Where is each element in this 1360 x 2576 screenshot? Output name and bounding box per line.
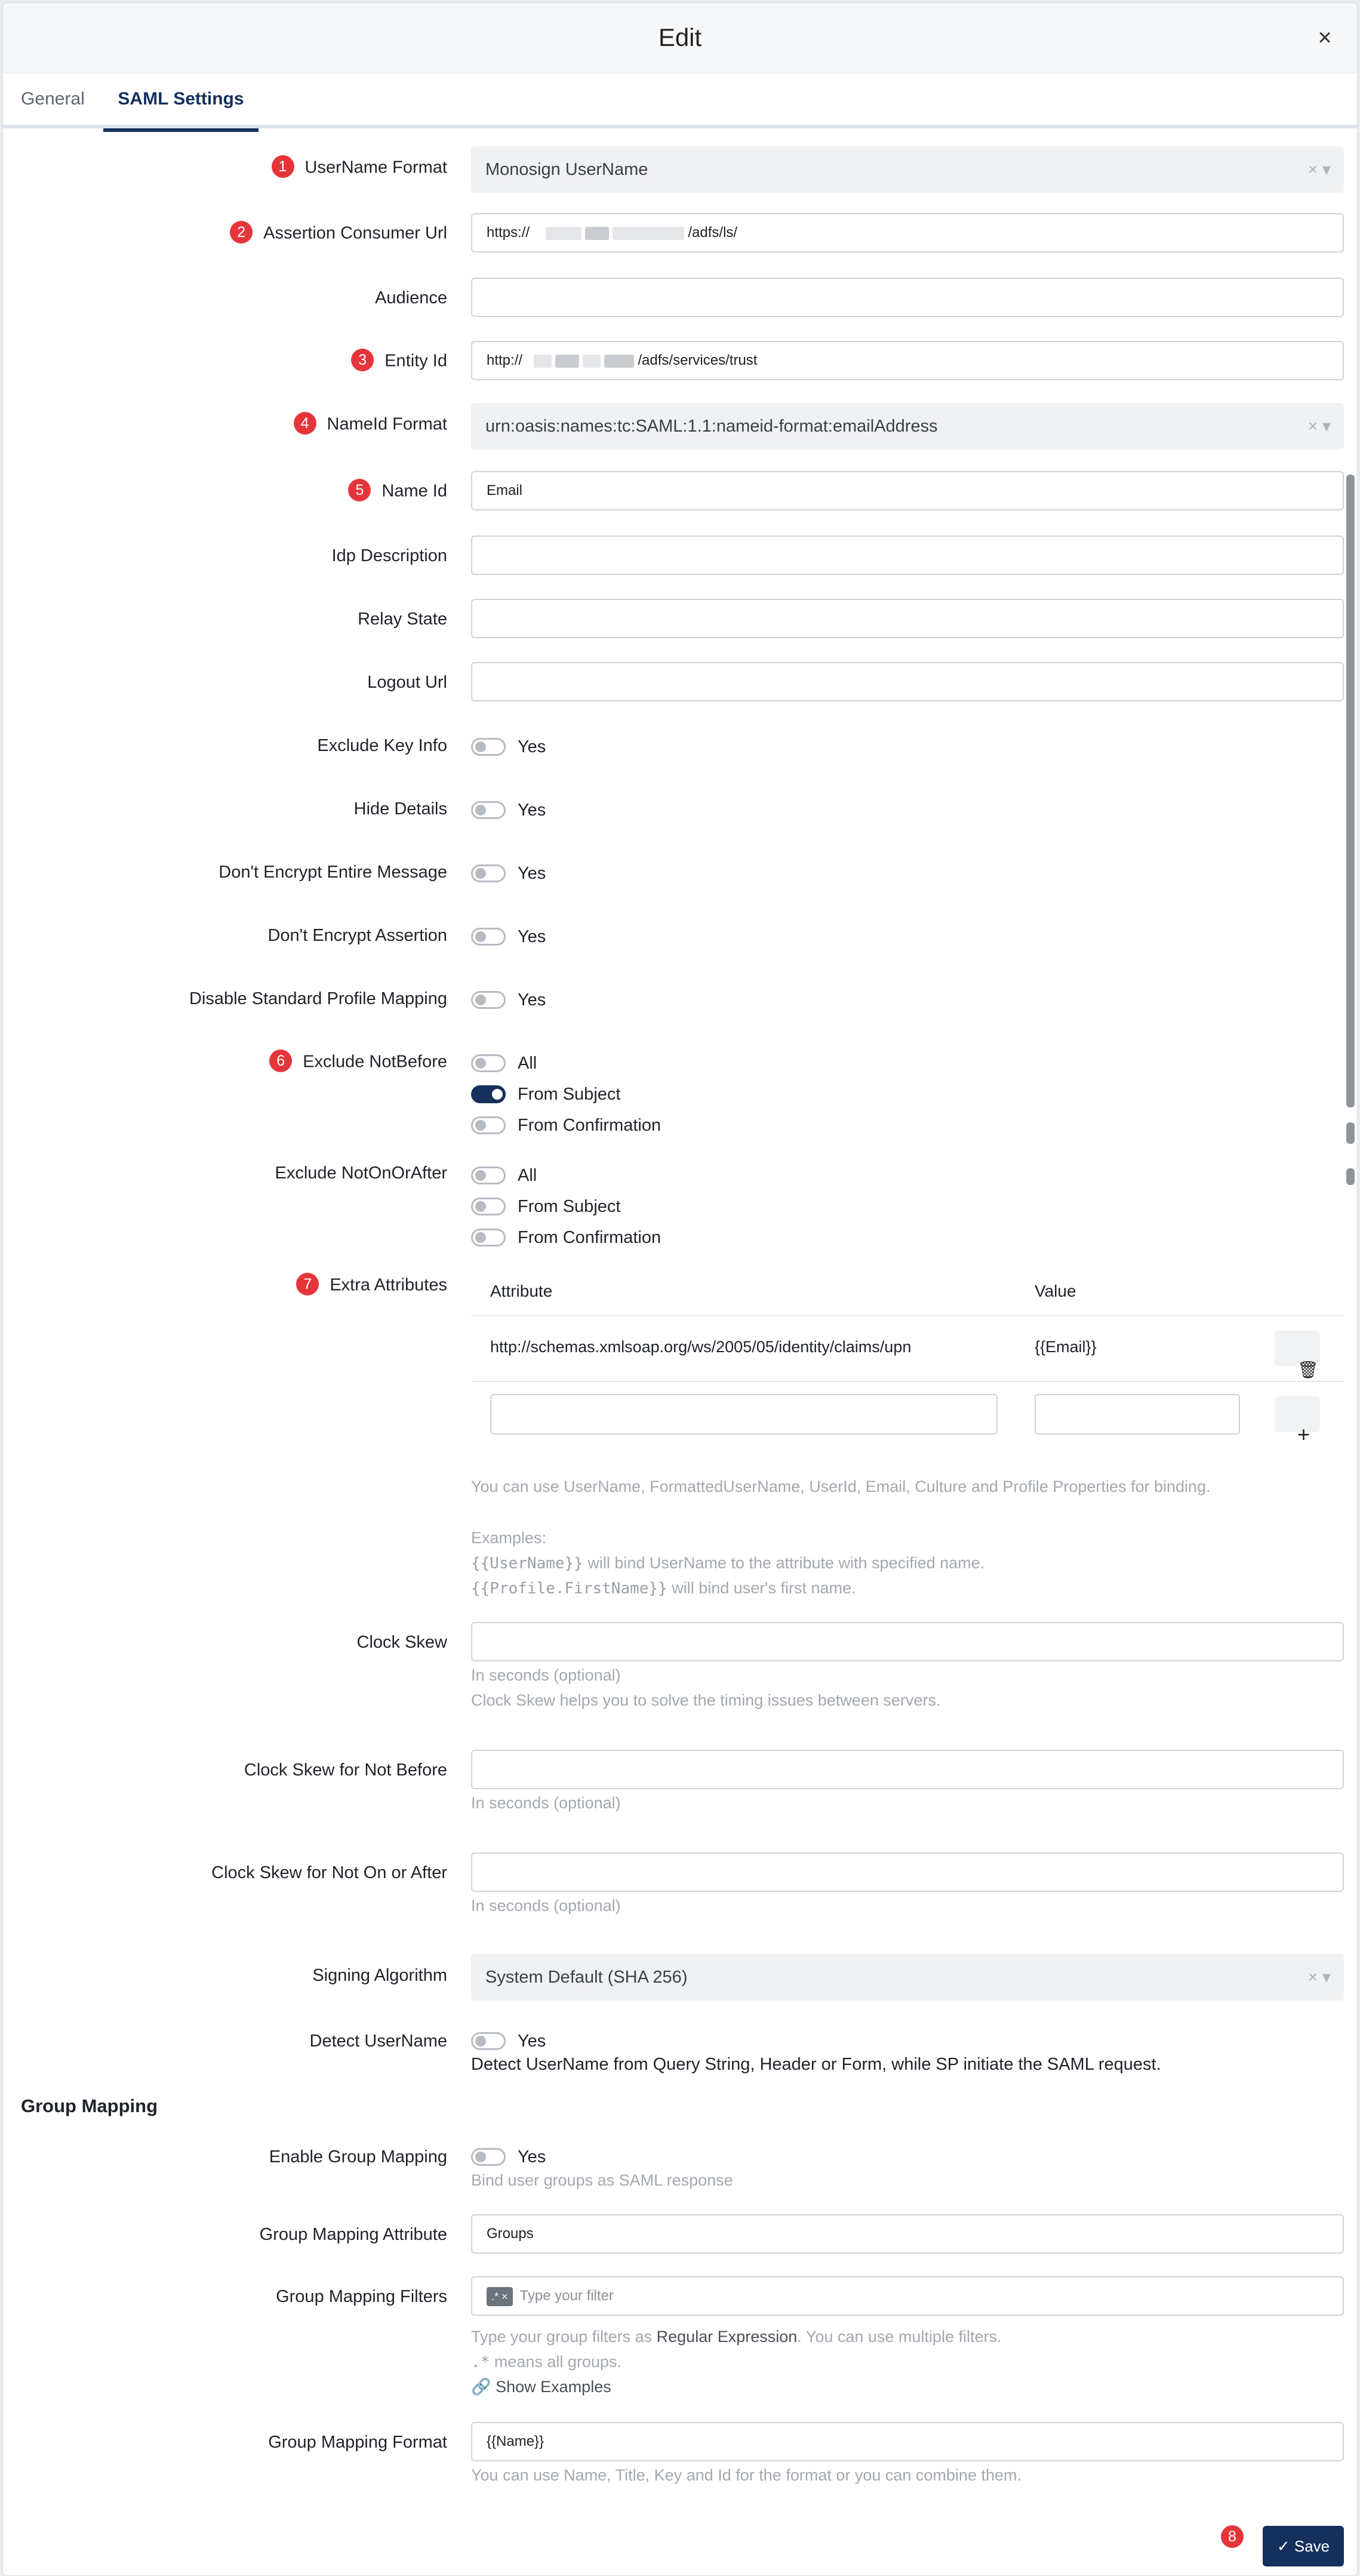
filter-placeholder: Type your filter [519,2288,614,2304]
group-mapping-format-help: You can use Name, Title, Key and Id for the format or you can combine them. [471,2466,1021,2484]
scrollbar-thumb[interactable] [1346,475,1355,1107]
clock-skew-help: In seconds (optional) [471,1666,621,1684]
extra-attributes-help: You can use UserName, FormattedUserName, UserId, Email, Culture and Profile Properties for binding. [471,1478,1211,1495]
label-name-id: 5 Name Id [348,481,447,503]
row-username-format [3,146,1346,193]
audience-input[interactable] [471,278,1344,317]
step-badge: 4 [294,412,316,435]
modal-title: Edit [658,23,702,51]
clock-skew-notonorafter-help: In seconds (optional) [471,1897,621,1915]
clock-skew-notbefore-help: In seconds (optional) [471,1794,621,1812]
label-clock-skew: Clock Skew [356,1633,447,1652]
step-badge: 7 [296,1273,319,1295]
group-mapping-format-input[interactable]: {{Name}} [471,2422,1344,2461]
tab-bar [3,73,1357,128]
edit-modal [2,2,1358,2576]
regex-link[interactable]: Regular Expression [656,2328,798,2346]
extra-attributes-table [471,1269,1344,1448]
clock-skew-notbefore-input[interactable] [471,1750,1344,1789]
scrollbar[interactable] [1344,128,1357,2516]
label-signing-algorithm: Signing Algorithm [312,1966,447,1985]
label-group-mapping-attribute: Group Mapping Attribute [259,2225,447,2244]
filter-chip[interactable]: .* × [487,2287,513,2306]
nameid-format-select[interactable]: urn:oasis:names:tc:SAML:1.1:nameid-format:emailAddress × ▾ [471,403,1344,450]
label-exclude-key-info: Exclude Key Info [317,736,447,755]
table-row [471,1316,1344,1382]
label-group-mapping-format: Group Mapping Format [268,2433,447,2452]
tab-general[interactable]: General [21,89,85,109]
modal-header [3,3,1357,73]
option-from-subject[interactable]: From Subject [471,1191,1344,1222]
hide-details-toggle[interactable]: Yes [471,795,1344,826]
example-line-2: {{Profile.FirstName}} will bind user's first name. [471,1579,856,1598]
toggle-switch[interactable] [471,991,506,1009]
option-from-subject[interactable]: From Subject [471,1079,1344,1110]
label-idp-description: Idp Description [331,546,447,565]
step-badge: 6 [269,1050,292,1072]
save-button[interactable]: ✓ Save [1263,2526,1344,2566]
label-enable-group-mapping: Enable Group Mapping [269,2147,447,2166]
row-signing-algorithm [3,1954,1346,2001]
acs-url-input[interactable]: https:// /adfs/ls/ [471,213,1344,253]
show-examples-link[interactable]: 🔗 Show Examples [471,2378,611,2396]
option-from-confirmation[interactable]: From Confirmation [471,1222,1344,1253]
label-nameid-format: 4 NameId Format [294,414,447,436]
scrollbar-marker [1346,1122,1355,1144]
label-clock-skew-notbefore: Clock Skew for Not Before [244,1761,447,1780]
dont-encrypt-assertion-toggle[interactable]: Yes [471,921,1344,952]
username-format-select[interactable]: Monosign UserName × ▾ [471,146,1344,193]
toggle-switch[interactable] [471,1167,506,1184]
signing-algorithm-select[interactable]: System Default (SHA 256) × ▾ [471,1954,1344,2001]
label-exclude-notonorafter: Exclude NotOnOrAfter [275,1164,447,1183]
toggle-switch[interactable] [471,864,506,882]
clock-skew-help-2: Clock Skew helps you to solve the timing issues between servers. [471,1691,941,1709]
column-header-value: Value [1035,1282,1076,1300]
toggle-switch[interactable] [471,738,506,756]
label-dont-encrypt-assertion: Don't Encrypt Assertion [267,926,447,945]
label-exclude-notbefore: 6 Exclude NotBefore [269,1051,447,1074]
label-logout-url: Logout Url [367,673,447,692]
column-header-attribute: Attribute [490,1282,553,1300]
link-icon: 🔗 [471,2378,496,2396]
toggle-switch[interactable] [471,1229,506,1247]
group-mapping-filters-help-2: .* means all groups. [471,2353,621,2371]
close-button[interactable]: × [1318,24,1332,51]
relay-state-input[interactable] [471,599,1344,638]
toggle-switch[interactable] [471,2032,506,2050]
label-extra-attributes: 7 Extra Attributes [296,1275,447,1297]
label-audience: Audience [375,288,447,307]
row-nameid-format [3,403,1346,450]
clear-dropdown-icon[interactable]: × ▾ [1307,160,1331,178]
exclude-notbefore-options [471,1048,1344,1141]
toggle-switch[interactable] [471,928,506,946]
clock-skew-notonorafter-input[interactable] [471,1852,1344,1892]
disable-profile-mapping-toggle[interactable]: Yes [471,984,1344,1015]
label-group-mapping-filters: Group Mapping Filters [276,2287,447,2306]
step-badge: 5 [348,479,371,501]
label-acs-url: 2 Assertion Consumer Url [230,223,447,245]
trash-icon: 🗑 [1297,1361,1319,1379]
step-badge: 2 [230,221,253,244]
examples-title: Examples: [471,1529,547,1547]
label-dont-encrypt-message: Don't Encrypt Entire Message [219,863,447,882]
toggle-switch[interactable] [471,1054,506,1072]
label-hide-details: Hide Details [353,799,447,818]
clear-dropdown-icon[interactable]: × ▾ [1307,1968,1331,1986]
new-attribute-row [471,1382,1344,1448]
step-badge: 1 [272,155,294,178]
delete-attribute-button[interactable] [1275,1331,1320,1379]
plus-icon: + [1297,1422,1310,1447]
option-all[interactable]: All [471,1160,1344,1191]
attribute-cell: http://schemas.xmlsoap.org/ws/2005/05/identity/claims/upn [490,1338,912,1356]
clear-dropdown-icon[interactable]: × ▾ [1307,417,1331,435]
toggle-switch[interactable] [471,1116,506,1134]
detect-username-toggle[interactable]: Yes [471,2026,1344,2057]
step-badge: 3 [351,349,374,371]
scrollbar-marker [1346,1168,1355,1185]
toggle-switch[interactable] [471,2148,506,2166]
exclude-key-info-toggle[interactable]: Yes [471,731,1344,762]
table-header [471,1269,1344,1316]
option-from-confirmation[interactable]: From Confirmation [471,1110,1344,1141]
dont-encrypt-message-toggle[interactable]: Yes [471,858,1344,889]
label-username-format: 1 UserName Format [272,157,448,180]
label-entity-id: 3 Entity Id [351,350,447,373]
detect-username-help: Detect UserName from Query String, Header or Form, while SP initiate the SAML request. [471,2055,1161,2074]
group-mapping-attribute-input[interactable]: Groups [471,2214,1344,2254]
toggle-switch[interactable] [471,1198,506,1215]
tab-saml-settings[interactable]: SAML Settings [103,73,259,128]
example-line-1: {{UserName}} will bind UserName to the attribute with specified name. [471,1554,985,1572]
toggle-switch[interactable] [471,801,506,819]
enable-group-mapping-toggle[interactable]: Yes [471,2141,1344,2172]
value-cell: {{Email}} [1035,1338,1097,1356]
new-value-input[interactable] [1035,1394,1240,1435]
label-relay-state: Relay State [358,610,447,629]
group-mapping-filters-input[interactable] [471,2276,1344,2316]
logout-url-input[interactable] [471,662,1344,701]
group-mapping-heading: Group Mapping [21,2095,158,2116]
group-mapping-filters-help: Type your group filters as Regular Expression. You can use multiple filters. [471,2328,1002,2346]
label-detect-username: Detect UserName [309,2032,447,2051]
step-badge: 8 [1221,2525,1244,2548]
option-all[interactable]: All [471,1048,1344,1079]
enable-group-mapping-help: Bind user groups as SAML response [471,2171,733,2189]
label-disable-profile-mapping: Disable Standard Profile Mapping [189,989,447,1008]
name-id-input[interactable]: Email [471,471,1344,510]
clock-skew-input[interactable] [471,1622,1344,1661]
exclude-notonorafter-options [471,1160,1344,1253]
add-attribute-button[interactable] [1275,1396,1320,1447]
toggle-switch[interactable] [471,1085,506,1103]
label-clock-skew-notonorafter: Clock Skew for Not On or After [211,1863,447,1882]
entity-id-input[interactable]: http:// /adfs/services/trust [471,341,1344,380]
idp-description-input[interactable] [471,535,1344,575]
new-attribute-input[interactable] [490,1394,998,1435]
